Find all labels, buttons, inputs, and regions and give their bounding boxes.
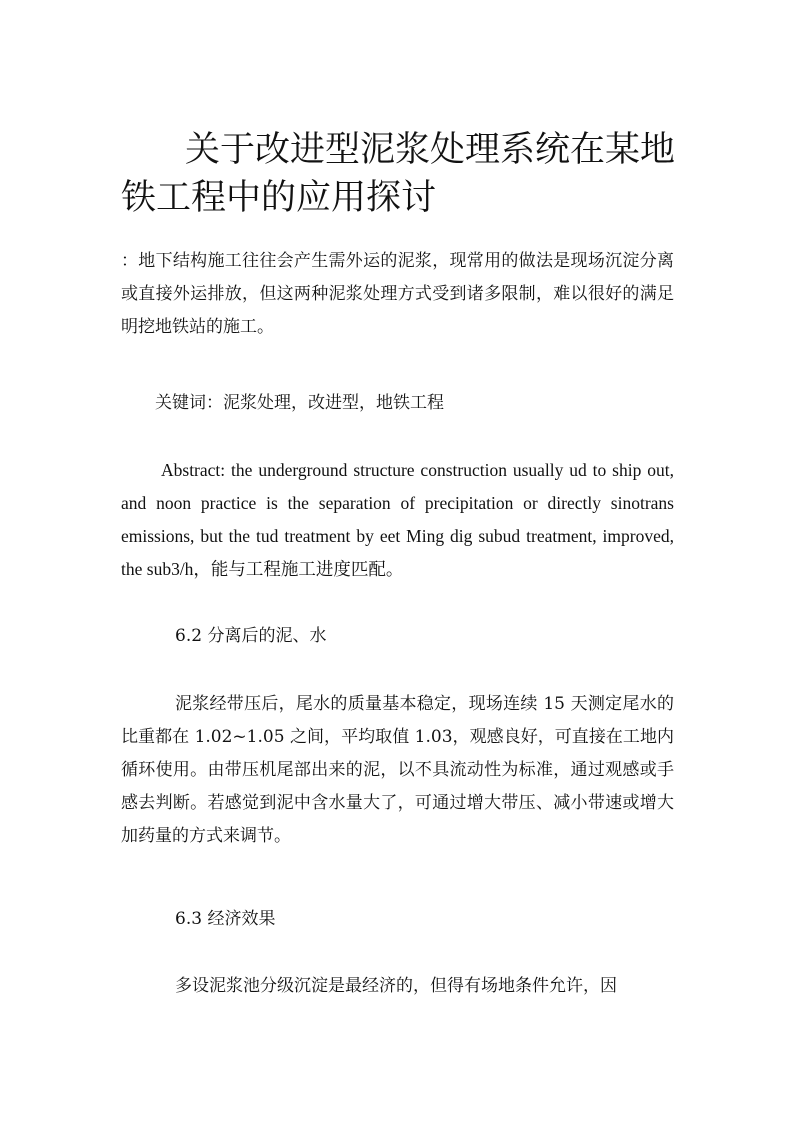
keywords-line: 关键词：泥浆处理，改进型，地铁工程 <box>155 393 444 413</box>
section-body-6-2: 泥浆经带压后，尾水的质量基本稳定，现场连续 15 天测定尾水的比重都在 1.02~1.05 之间，平均取值 1.03，观感良好，可直接在工地内循环使用。由带压机尾部出来的泥，以不具流动性为标准，通过观感或手感去判断。若感觉到泥中含水量大了，可通过增大带压、减小带速或增大加药量的方式来调节。 <box>121 694 674 846</box>
section-heading-6-3: 6.3 经济效果 <box>175 909 276 929</box>
english-abstract: Abstract: the underground structure construction usually ud to ship out, and noon practice is the separation of precipitation or directly sinotrans emissions, but the tud treatment by eet Ming dig subud treatment, improved, the sub3/h，能与工程施工进度匹配。 <box>121 460 674 579</box>
section-heading-6-2: 6.2 分离后的泥、水 <box>175 626 327 646</box>
section-body-6-3: 多设泥浆池分级沉淀是最经济的，但得有场地条件允许，因 <box>175 976 617 996</box>
document-title: 关于改进型泥浆处理系统在某地铁工程中的应用探讨 <box>121 130 676 218</box>
chinese-abstract: ：地下结构施工往往会产生需外运的泥浆，现常用的做法是现场沉淀分离或直接外运排放，但这两种泥浆处理方式受到诸多限制，难以很好的满足明挖地铁站的施工。 <box>121 251 674 337</box>
